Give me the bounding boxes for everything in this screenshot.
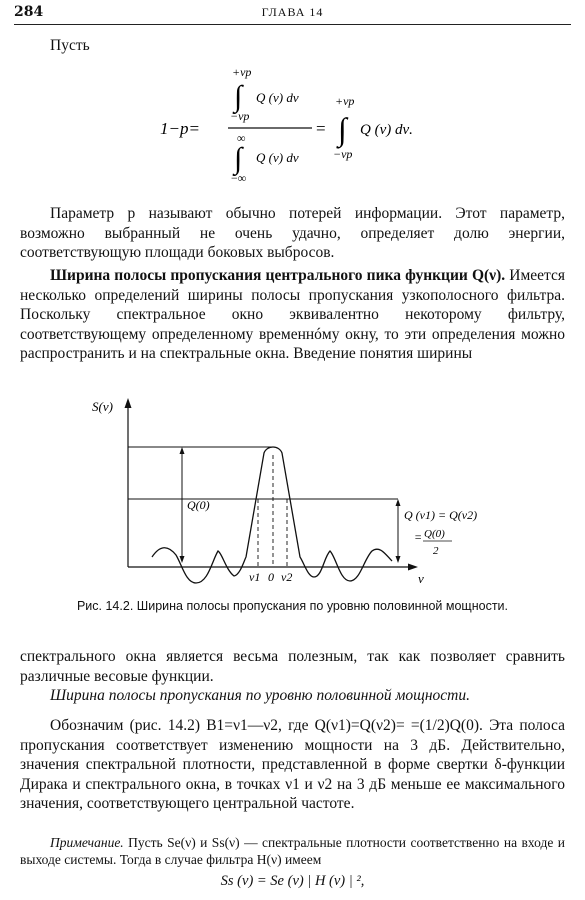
den-upper-limit: ∞ xyxy=(237,131,246,145)
num-upper-limit: +νp xyxy=(232,65,252,79)
frac-denominator: 2 xyxy=(433,545,439,557)
note-text: Пусть Se(ν) и Ss(ν) — спектральные плотности соответственно на входе и выходе системы. Тогда в случае фильтра H(ν) имеем xyxy=(20,835,565,867)
y-axis-label: S(ν) xyxy=(92,399,113,414)
den-integrand: Q (ν) dν xyxy=(256,150,299,165)
paragraph-definition: Обозначим (рис. 14.2) B1=ν1—ν2, где Q(ν1)=Q(ν2)= =(1/2)Q(0). Эта полоса пропускания соответствует изменению мощности на 3 дБ. Действительно, значения спектральной плотности, представленной в форме свертки δ-функции Дирака и спектрального окна, в точках ν1 и ν2 на 3 дБ меньше ее максимального значения, соответствующего центральной частоте. xyxy=(20,717,565,813)
intro-text: Пусть xyxy=(50,37,90,54)
note xyxy=(20,834,565,868)
equation-equals: = xyxy=(316,119,326,138)
section-heading: Ширина полосы пропускания центрального пика функции Q(ν). xyxy=(50,267,506,284)
equation-lhs: 1−p= xyxy=(160,119,200,138)
den-integral-sign: ∫ xyxy=(234,142,243,175)
den-lower-limit: −∞ xyxy=(231,171,247,185)
x-axis-arrow xyxy=(408,564,418,571)
half-label: Q (ν1) = Q(ν2) xyxy=(404,508,478,522)
page-number: 284 xyxy=(14,4,44,20)
paragraph-bandwidth xyxy=(20,266,565,364)
rhs-integral-sign: ∫ xyxy=(338,111,347,147)
paragraph-loss: Параметр p называют обычно потерей информации. Этот параметр, возможно выбранный не очень удачно, определяет долю энергии, соответствующую площади боковых выбросов. xyxy=(20,205,565,262)
rhs-lower-limit: −νp xyxy=(333,147,353,161)
note-label: Примечание. xyxy=(50,835,124,850)
x-axis-label: ν xyxy=(418,571,424,586)
zero-label: 0 xyxy=(268,570,274,584)
subheading-half-power: Ширина полосы пропускания по уровню половинной мощности. xyxy=(50,687,470,704)
spectral-window-curve xyxy=(152,447,392,583)
chapter-title: ГЛАВА 14 xyxy=(261,5,324,19)
frac-numerator: Q(0) xyxy=(424,528,445,540)
nu1-label: ν1 xyxy=(249,570,261,584)
num-lower-limit: −νp xyxy=(230,109,250,123)
note-formula: Ss (ν) = Se (ν) | H (ν) | ², xyxy=(220,873,365,889)
rhs-upper-limit: +νp xyxy=(335,94,355,108)
y-axis-arrow xyxy=(125,398,132,408)
section-text: Имеется несколько определений ширины полосы пропускания узкополосного фильтра. Поскольку спектральное окно эквивалентно некоторому фильтру, соответствующему определенному временнóму окну, то эти определения можно распространить и на спектральные окна. Введение понятия ширины xyxy=(20,267,566,363)
figure-caption: Рис. 14.2. Ширина полосы пропускания по уровню половинной мощности. xyxy=(76,599,509,613)
peak-label: Q(0) xyxy=(187,498,210,512)
paragraph-usefulness: спектрального окна является весьма полезным, так как позволяет сравнить различные весовые функции. xyxy=(20,648,565,685)
num-integrand: Q (ν) dν xyxy=(256,90,299,105)
rhs-integrand: Q (ν) dν. xyxy=(360,122,413,138)
nu2-label: ν2 xyxy=(281,570,293,584)
num-integral-sign: ∫ xyxy=(234,80,243,113)
half-equals: = xyxy=(414,530,423,544)
equation xyxy=(0,58,585,190)
figure-14-2 xyxy=(0,395,585,595)
page-header xyxy=(14,4,571,25)
